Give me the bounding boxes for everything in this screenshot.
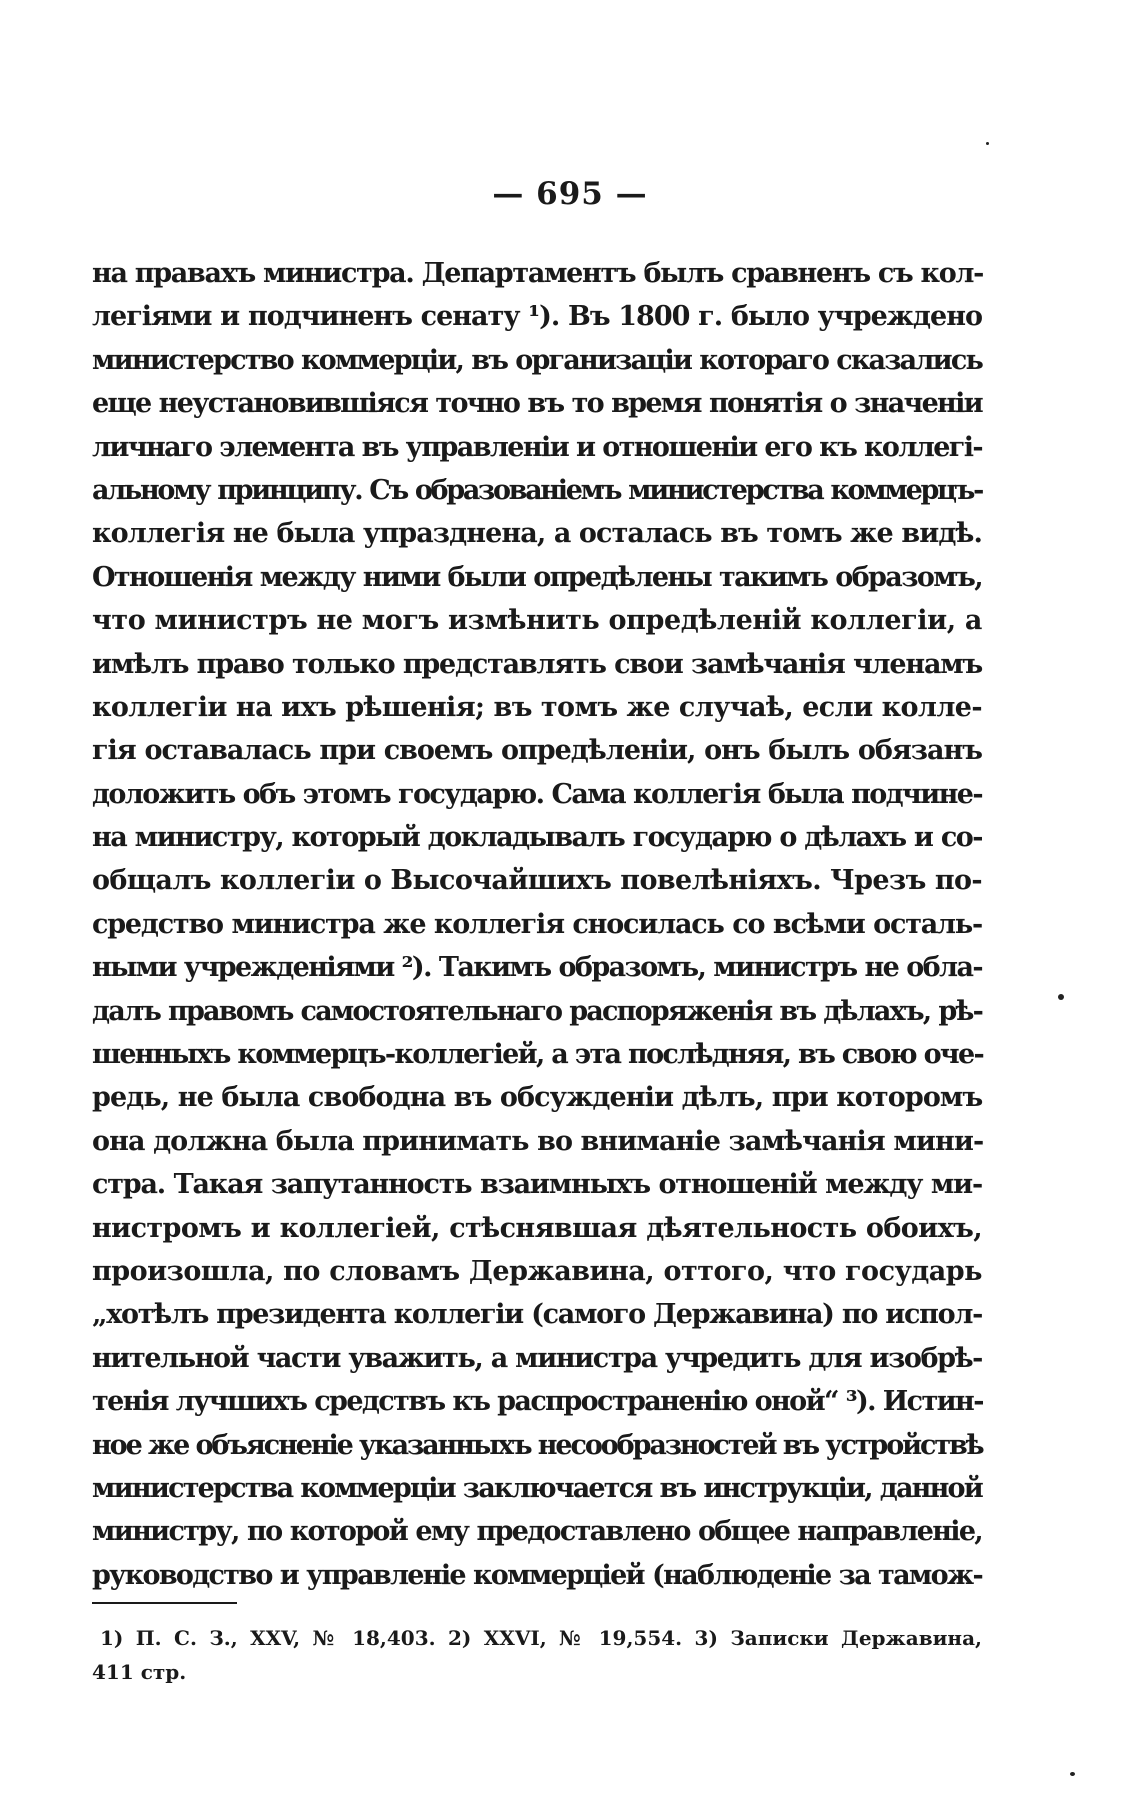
footnote-divider	[92, 1602, 237, 1604]
text-line: ное же объясненiе указанныхъ несообразностей въ устройствѣ	[92, 1429, 983, 1461]
text-line: гiя оставалась при своемъ опредѣленiи, онъ былъ обязанъ	[92, 735, 982, 767]
text-line: еще неустановившiяся точно въ то время понятiя о значенiи	[92, 388, 982, 420]
text-line: легiями и подчиненъ сенату ¹). Въ 1800 г. было учреждено	[92, 301, 982, 333]
text-line: редь, не была свободна въ обсужденiи дѣлъ, при которомъ	[92, 1082, 983, 1114]
footnote-line: 411 стр.	[92, 1660, 187, 1684]
print-speck	[1058, 994, 1064, 1000]
text-line: личнаго элемента въ управленiи и отношенiи его къ коллегi-	[92, 431, 982, 463]
text-line: далъ правомъ самостоятельнаго распоряженiя въ дѣлахъ, рѣ-	[92, 995, 982, 1027]
text-line: стра. Такая запутанность взаимныхъ отношенiй между ми-	[92, 1169, 982, 1201]
text-line: она должна была принимать во вниманiе замѣчанiя мини-	[92, 1125, 984, 1157]
text-line: средство министра же коллегiя сносилась со всѣми осталь-	[92, 908, 982, 940]
text-line: „хотѣлъ президента коллегiи (самого Державина) по испол-	[92, 1299, 982, 1331]
text-line: доложить объ этомъ государю. Сама коллегiя была подчине-	[92, 778, 982, 810]
text-line: альному принципу. Съ образованiемъ министерства коммерцъ-	[92, 474, 982, 506]
text-line: коллегiи на ихъ рѣшенiя; въ томъ же случаѣ, если колле-	[92, 691, 982, 723]
text-line: нительной части уважить, а министра учредить для изобрѣ-	[92, 1342, 982, 1374]
text-line: министерства коммерцiи заключается въ инструкцiи, данной	[92, 1472, 982, 1504]
print-speck	[1070, 1772, 1075, 1776]
page-number: — 695 —	[492, 176, 648, 212]
text-line: Отношенiя между ними были опредѣлены такимъ образомъ,	[92, 561, 982, 593]
text-line: на министру, который докладывалъ государю о дѣлахъ и со-	[92, 822, 982, 854]
text-line: руководство и управленiе коммерцiей (наблюденiе за тамож-	[92, 1559, 982, 1591]
text-line: шенныхъ коммерцъ-коллегiей, а эта послѣдняя, въ свою оче-	[92, 1039, 983, 1071]
footnote-line: 1) П. С. З., XXV, № 18,403. 2) XXVI, № 19,554. 3) Записки Державина,	[100, 1626, 982, 1650]
print-speck	[986, 142, 989, 145]
text-line: имѣлъ право только представлять свои замѣчанiя членамъ	[92, 648, 982, 680]
text-line: общалъ коллегiи о Высочайшихъ повелѣнiяхъ. Чрезъ по-	[92, 865, 982, 897]
main-text	[92, 252, 982, 1597]
text-line: министру, по которой ему предоставлено общее направленiе,	[92, 1516, 982, 1548]
text-line: что министръ не могъ измѣнить опредѣленiй коллегiи, а	[92, 605, 982, 637]
text-line: произошла, по словамъ Державина, оттого, что государь	[92, 1255, 982, 1287]
text-line: коллегiя не была упразднена, а осталась въ томъ же видѣ.	[92, 518, 982, 550]
text-line: нистромъ и коллегiей, стѣснявшая дѣятельность обоихъ,	[92, 1212, 982, 1244]
text-line: тенiя лучшихъ средствъ къ распространенiю оной“ ³). Истин-	[92, 1386, 983, 1418]
text-line: министерство коммерцiи, въ организацiи котораго сказались	[92, 344, 982, 376]
text-line: ными учрежденiями ²). Такимъ образомъ, министръ не обла-	[92, 952, 982, 984]
text-line: на правахъ министра. Департаментъ былъ сравненъ съ кол-	[92, 258, 984, 289]
footnotes	[92, 1621, 982, 1689]
